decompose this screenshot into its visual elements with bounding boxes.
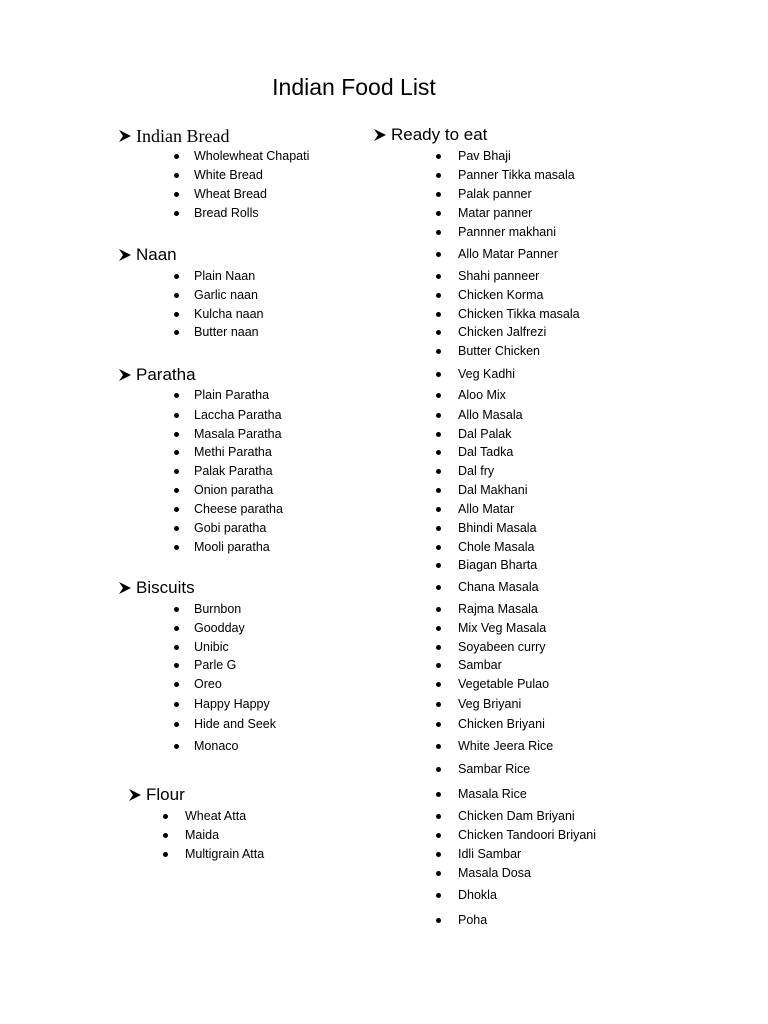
bullet-icon — [436, 744, 441, 749]
bullet-icon — [174, 702, 179, 707]
list-item-text: Palak Paratha — [194, 464, 273, 478]
bullet-icon — [436, 767, 441, 772]
list-item-text: Pannner makhani — [458, 225, 556, 239]
list-item — [174, 462, 273, 481]
bullet-icon — [436, 230, 441, 235]
list-item — [174, 600, 241, 619]
list-item-text: Chicken Dam Briyani — [458, 809, 575, 823]
arrow-bullet-icon — [373, 128, 387, 142]
bullet-icon — [436, 871, 441, 876]
list-item-text: Bread Rolls — [194, 206, 259, 220]
bullet-icon — [436, 722, 441, 727]
list-item — [436, 864, 531, 883]
list-item-text: Maida — [185, 828, 220, 842]
bullet-icon — [436, 413, 441, 418]
list-item-text: Chicken Tandoori Briyani — [458, 828, 597, 842]
bullet-icon — [174, 450, 179, 455]
section-biscuits — [118, 575, 277, 753]
bullet-icon — [174, 545, 179, 550]
list-item — [436, 305, 580, 324]
list-item-text: Laccha Paratha — [194, 408, 282, 422]
list-item — [436, 556, 537, 575]
list-item-text: Allo Matar — [458, 502, 515, 516]
bullet-icon — [436, 330, 441, 335]
list-item-text: Butter Chicken — [458, 344, 540, 358]
list-item-text: Chana Masala — [458, 580, 539, 594]
list-item — [174, 656, 236, 675]
bullet-icon — [174, 211, 179, 216]
bullet-icon — [436, 488, 441, 493]
section-paratha — [118, 362, 283, 554]
list-item-text: Methi Paratha — [194, 445, 272, 459]
list-item-text: Sambar Rice — [458, 762, 531, 776]
section-indian-bread — [118, 123, 310, 220]
list-item-text: Allo Matar Panner — [458, 247, 559, 261]
section-heading — [118, 242, 177, 268]
bullet-icon — [436, 814, 441, 819]
list-item — [174, 715, 276, 734]
list-item-text: Goodday — [194, 621, 245, 635]
list-item — [436, 519, 537, 538]
list-item-text: Vegetable Pulao — [458, 677, 550, 691]
bullet-icon — [174, 626, 179, 631]
list-item-text: White Bread — [194, 168, 263, 182]
bullet-icon — [436, 792, 441, 797]
section-heading — [118, 362, 196, 388]
list-item — [436, 578, 539, 597]
section-flour — [128, 782, 265, 861]
list-item-text: Dal Palak — [458, 427, 512, 441]
list-item — [436, 286, 543, 305]
bullet-icon — [436, 312, 441, 317]
arrow-bullet-icon — [118, 129, 132, 143]
list-item — [174, 425, 282, 444]
list-item — [174, 675, 222, 694]
arrow-bullet-icon — [128, 788, 142, 802]
bullet-icon — [174, 293, 179, 298]
list-item — [436, 425, 512, 444]
section-heading — [118, 123, 229, 149]
bullet-icon — [436, 852, 441, 857]
bullet-icon — [436, 702, 441, 707]
bullet-icon — [174, 312, 179, 317]
bullet-icon — [174, 192, 179, 197]
bullet-icon — [436, 372, 441, 377]
list-item — [436, 147, 511, 166]
arrow-bullet-icon — [118, 368, 132, 382]
list-item — [436, 826, 596, 845]
list-item — [436, 638, 546, 657]
list-item — [174, 286, 258, 305]
list-item — [174, 500, 283, 519]
bullet-icon — [436, 450, 441, 455]
list-item-text: Bhindi Masala — [458, 521, 537, 535]
list-item-text: Chicken Briyani — [458, 717, 545, 731]
list-item-text: Chole Masala — [458, 540, 535, 554]
list-item-text: Masala Paratha — [194, 427, 282, 441]
list-item-text: Onion paratha — [194, 483, 274, 497]
list-item-text: Matar panner — [458, 206, 533, 220]
list-item-text: Burnbon — [194, 602, 242, 616]
list-item-text: Wheat Bread — [194, 187, 267, 201]
list-item — [174, 519, 266, 538]
list-item — [436, 204, 532, 223]
bullet-icon — [436, 349, 441, 354]
bullet-icon — [436, 274, 441, 279]
list-item-text: Dal fry — [458, 464, 495, 478]
list-item — [436, 342, 540, 361]
list-item-text: Soyabeen curry — [458, 640, 546, 654]
bullet-icon — [436, 563, 441, 568]
list-item-text: Mooli paratha — [194, 540, 270, 554]
list-item — [436, 481, 527, 500]
list-item-text: Wholewheat Chapati — [194, 149, 310, 163]
list-item — [163, 845, 264, 864]
list-item — [174, 305, 264, 324]
list-item-text: Veg Kadhi — [458, 367, 515, 381]
list-item-text: Shahi panneer — [458, 269, 540, 283]
list-item-text: Chicken Korma — [458, 288, 544, 302]
list-item-text: Masala Rice — [458, 787, 527, 801]
list-item — [174, 619, 245, 638]
list-item — [436, 223, 556, 242]
list-item — [436, 656, 502, 675]
bullet-icon — [174, 393, 179, 398]
list-item-text: Dhokla — [458, 888, 497, 902]
list-item-text: Pav Bhaji — [458, 149, 511, 163]
list-item — [174, 406, 282, 425]
section-heading-text: Paratha — [136, 365, 196, 384]
list-item-text: Butter naan — [194, 325, 259, 339]
bullet-icon — [174, 432, 179, 437]
list-item — [436, 462, 494, 481]
list-item — [174, 147, 309, 166]
bullet-icon — [436, 507, 441, 512]
list-item-text: Rajma Masala — [458, 602, 538, 616]
list-item — [174, 166, 263, 185]
list-item — [436, 675, 549, 694]
list-item — [436, 715, 545, 734]
bullet-icon — [436, 469, 441, 474]
bullet-icon — [174, 154, 179, 159]
list-item-text: Kulcha naan — [194, 307, 264, 321]
page-title: Indian Food List — [272, 74, 436, 100]
list-item — [174, 443, 272, 462]
list-item-text: Happy Happy — [194, 697, 270, 711]
list-item-text: Oreo — [194, 677, 222, 691]
bullet-icon — [174, 488, 179, 493]
list-item-text: Chicken Jalfrezi — [458, 325, 547, 339]
section-heading-text: Ready to eat — [391, 125, 488, 144]
list-item — [436, 267, 539, 286]
list-item — [436, 600, 538, 619]
bullet-icon — [174, 645, 179, 650]
list-item — [436, 443, 513, 462]
list-item — [436, 911, 487, 930]
list-item-text: Parle G — [194, 658, 237, 672]
list-item-text: Gobi paratha — [194, 521, 267, 535]
bullet-icon — [436, 893, 441, 898]
list-item — [174, 323, 259, 342]
list-item — [163, 807, 246, 826]
list-item — [436, 845, 521, 864]
list-item — [436, 500, 514, 519]
bullet-icon — [436, 545, 441, 550]
list-item-text: Plain Paratha — [194, 388, 270, 402]
list-item-text: Dal Makhani — [458, 483, 528, 497]
list-item-text: Panner Tikka masala — [458, 168, 575, 182]
bullet-icon — [163, 852, 168, 857]
bullet-icon — [174, 722, 179, 727]
bullet-icon — [174, 663, 179, 668]
bullet-icon — [436, 293, 441, 298]
section-heading-text: Naan — [136, 245, 177, 264]
bullet-icon — [436, 833, 441, 838]
list-item — [174, 481, 273, 500]
bullet-icon — [436, 154, 441, 159]
list-item-text: Garlic naan — [194, 288, 258, 302]
bullet-icon — [436, 432, 441, 437]
list-item — [163, 826, 219, 845]
list-item — [436, 406, 523, 425]
list-item-text: Wheat Atta — [185, 809, 247, 823]
bullet-icon — [436, 211, 441, 216]
bullet-icon — [174, 274, 179, 279]
section-ready-to-eat — [373, 122, 597, 927]
list-item — [436, 695, 521, 714]
bullet-icon — [436, 526, 441, 531]
list-item-text: Chicken Tikka masala — [458, 307, 580, 321]
list-item-text: Hide and Seek — [194, 717, 277, 731]
bullet-icon — [436, 663, 441, 668]
list-item-text: Masala Dosa — [458, 866, 531, 880]
bullet-icon — [436, 682, 441, 687]
bullet-icon — [163, 833, 168, 838]
section-heading-text: Biscuits — [136, 578, 195, 597]
list-item — [436, 737, 553, 756]
list-item-text: Veg Briyani — [458, 697, 522, 711]
list-item-text: Idli Sambar — [458, 847, 522, 861]
list-item — [436, 166, 575, 185]
list-item — [174, 267, 255, 286]
arrow-bullet-icon — [118, 581, 132, 595]
list-item — [174, 638, 229, 657]
bullet-icon — [436, 252, 441, 257]
list-item-text: Sambar — [458, 658, 502, 672]
list-item-text: Biagan Bharta — [458, 558, 538, 572]
list-item-text: Dal Tadka — [458, 445, 514, 459]
list-item — [174, 204, 259, 223]
list-item-text: Multigrain Atta — [185, 847, 265, 861]
bullet-icon — [436, 192, 441, 197]
list-item — [436, 760, 530, 779]
list-item — [436, 538, 534, 557]
list-item — [436, 185, 532, 204]
section-heading — [128, 782, 185, 808]
list-item-text: Mix Veg Masala — [458, 621, 547, 635]
list-item — [436, 365, 515, 384]
list-item-text: Plain Naan — [194, 269, 256, 283]
bullet-icon — [174, 173, 179, 178]
bullet-icon — [436, 585, 441, 590]
bullet-icon — [436, 173, 441, 178]
list-item — [436, 323, 546, 342]
list-item — [436, 245, 558, 264]
list-item — [174, 695, 270, 714]
list-item-text: Aloo Mix — [458, 388, 506, 402]
bullet-icon — [174, 413, 179, 418]
list-item-text: Poha — [458, 913, 488, 927]
list-item — [174, 185, 267, 204]
bullet-icon — [174, 526, 179, 531]
section-heading — [373, 122, 487, 148]
list-item — [436, 785, 527, 804]
bullet-icon — [436, 393, 441, 398]
list-item — [174, 386, 269, 405]
bullet-icon — [174, 469, 179, 474]
list-item-text: Unibic — [194, 640, 229, 654]
bullet-icon — [174, 607, 179, 612]
bullet-icon — [174, 330, 179, 335]
list-item-text: White Jeera Rice — [458, 739, 554, 753]
list-item — [436, 807, 575, 826]
list-item — [436, 619, 546, 638]
section-heading-text: Indian Bread — [136, 126, 230, 146]
list-item — [174, 737, 238, 756]
section-heading-text: Flour — [146, 785, 185, 804]
list-item-text: Cheese paratha — [194, 502, 283, 516]
arrow-bullet-icon — [118, 248, 132, 262]
list-item-text: Allo Masala — [458, 408, 523, 422]
section-heading — [118, 575, 195, 601]
bullet-icon — [436, 626, 441, 631]
bullet-icon — [174, 682, 179, 687]
bullet-icon — [174, 507, 179, 512]
bullet-icon — [436, 645, 441, 650]
list-item-text: Monaco — [194, 739, 239, 753]
list-item — [174, 538, 270, 557]
list-item — [436, 886, 497, 905]
list-item — [436, 386, 506, 405]
bullet-icon — [436, 607, 441, 612]
section-naan — [118, 242, 264, 339]
list-item-text: Palak panner — [458, 187, 532, 201]
bullet-icon — [436, 918, 441, 923]
bullet-icon — [163, 814, 168, 819]
bullet-icon — [174, 744, 179, 749]
